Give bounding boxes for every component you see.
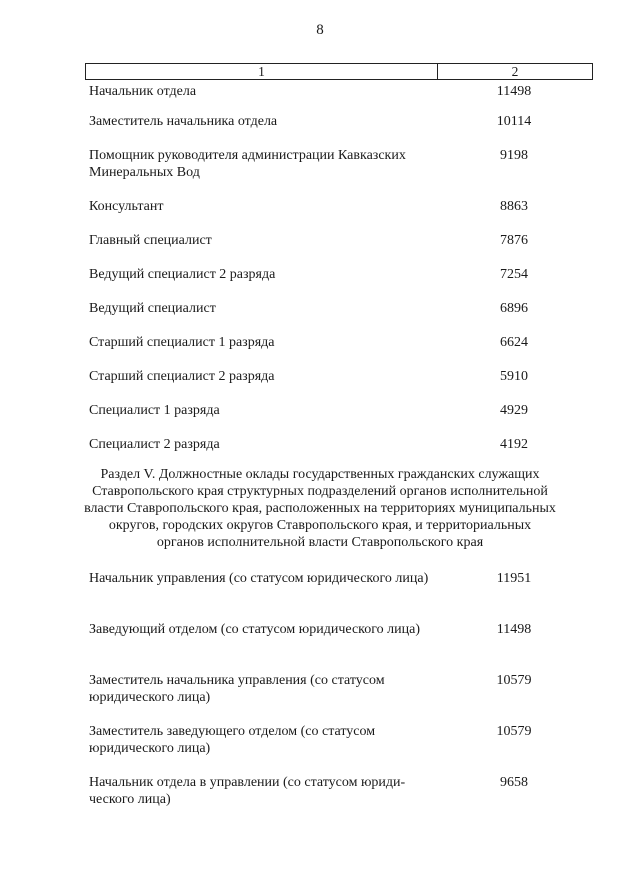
section-title-line: власти Ставропольского края, расположенных на территориях муниципальных [84, 501, 556, 516]
position-name: Заместитель начальника управления (со статусом юридического лица) [89, 673, 385, 705]
section-title-line: округов, городских округов Ставропольского края, и территориальных [108, 518, 532, 533]
position-name: Специалист 2 разряда [89, 437, 220, 452]
column-header-2: 2 [511, 64, 519, 79]
salary-value: 5910 [500, 369, 528, 384]
salary-value: 6896 [500, 301, 528, 316]
position-name: Консультант [89, 199, 164, 214]
salary-value: 7876 [500, 233, 528, 248]
position-name: Главный специалист [89, 233, 212, 248]
salary-value: 8863 [500, 199, 528, 214]
position-name: Заместитель заведующего отделом (со статусом юридического лица) [89, 724, 376, 756]
position-name: Начальник отдела в управлении (со статусом юриди-ческого лица) [89, 775, 406, 807]
salary-value: 9658 [500, 775, 528, 790]
section-title-line: Раздел V. Должностные оклады государственных гражданских служащих [100, 467, 540, 482]
position-name: Начальник отдела [89, 84, 197, 99]
salary-value: 11498 [496, 84, 532, 99]
position-name: Старший специалист 2 разряда [89, 369, 275, 384]
table-header [85, 63, 593, 80]
page-number: 8 [316, 22, 324, 38]
salary-value: 4192 [500, 437, 528, 452]
salary-value: 4929 [500, 403, 528, 418]
position-name: Старший специалист 1 разряда [89, 335, 275, 350]
position-name: Ведущий специалист 2 разряда [89, 267, 276, 282]
salary-value: 10579 [496, 724, 532, 739]
section-title-line: Ставропольского края структурных подразделений органов исполнительной [92, 484, 548, 499]
position-name: Заместитель начальника отдела [89, 114, 278, 129]
position-name: Помощник руководителя администрации Кавказских Минеральных Вод [89, 148, 406, 180]
section-title [70, 466, 570, 551]
section-title-line: органов исполнительной власти Ставропольского края [156, 535, 484, 550]
salary-value: 11951 [496, 571, 532, 586]
salary-value: 6624 [500, 335, 528, 350]
position-name: Начальник управления (со статусом юридического лица) [89, 571, 429, 586]
salary-value: 9198 [500, 148, 528, 163]
position-name: Специалист 1 разряда [89, 403, 220, 418]
salary-value: 11498 [496, 622, 532, 637]
salary-value: 7254 [500, 267, 528, 282]
column-header-1: 1 [86, 64, 438, 79]
position-name: Ведущий специалист [89, 301, 216, 316]
salary-value: 10114 [496, 114, 532, 129]
salary-value: 10579 [496, 673, 532, 688]
position-name: Заведующий отделом (со статусом юридического лица) [89, 622, 420, 637]
